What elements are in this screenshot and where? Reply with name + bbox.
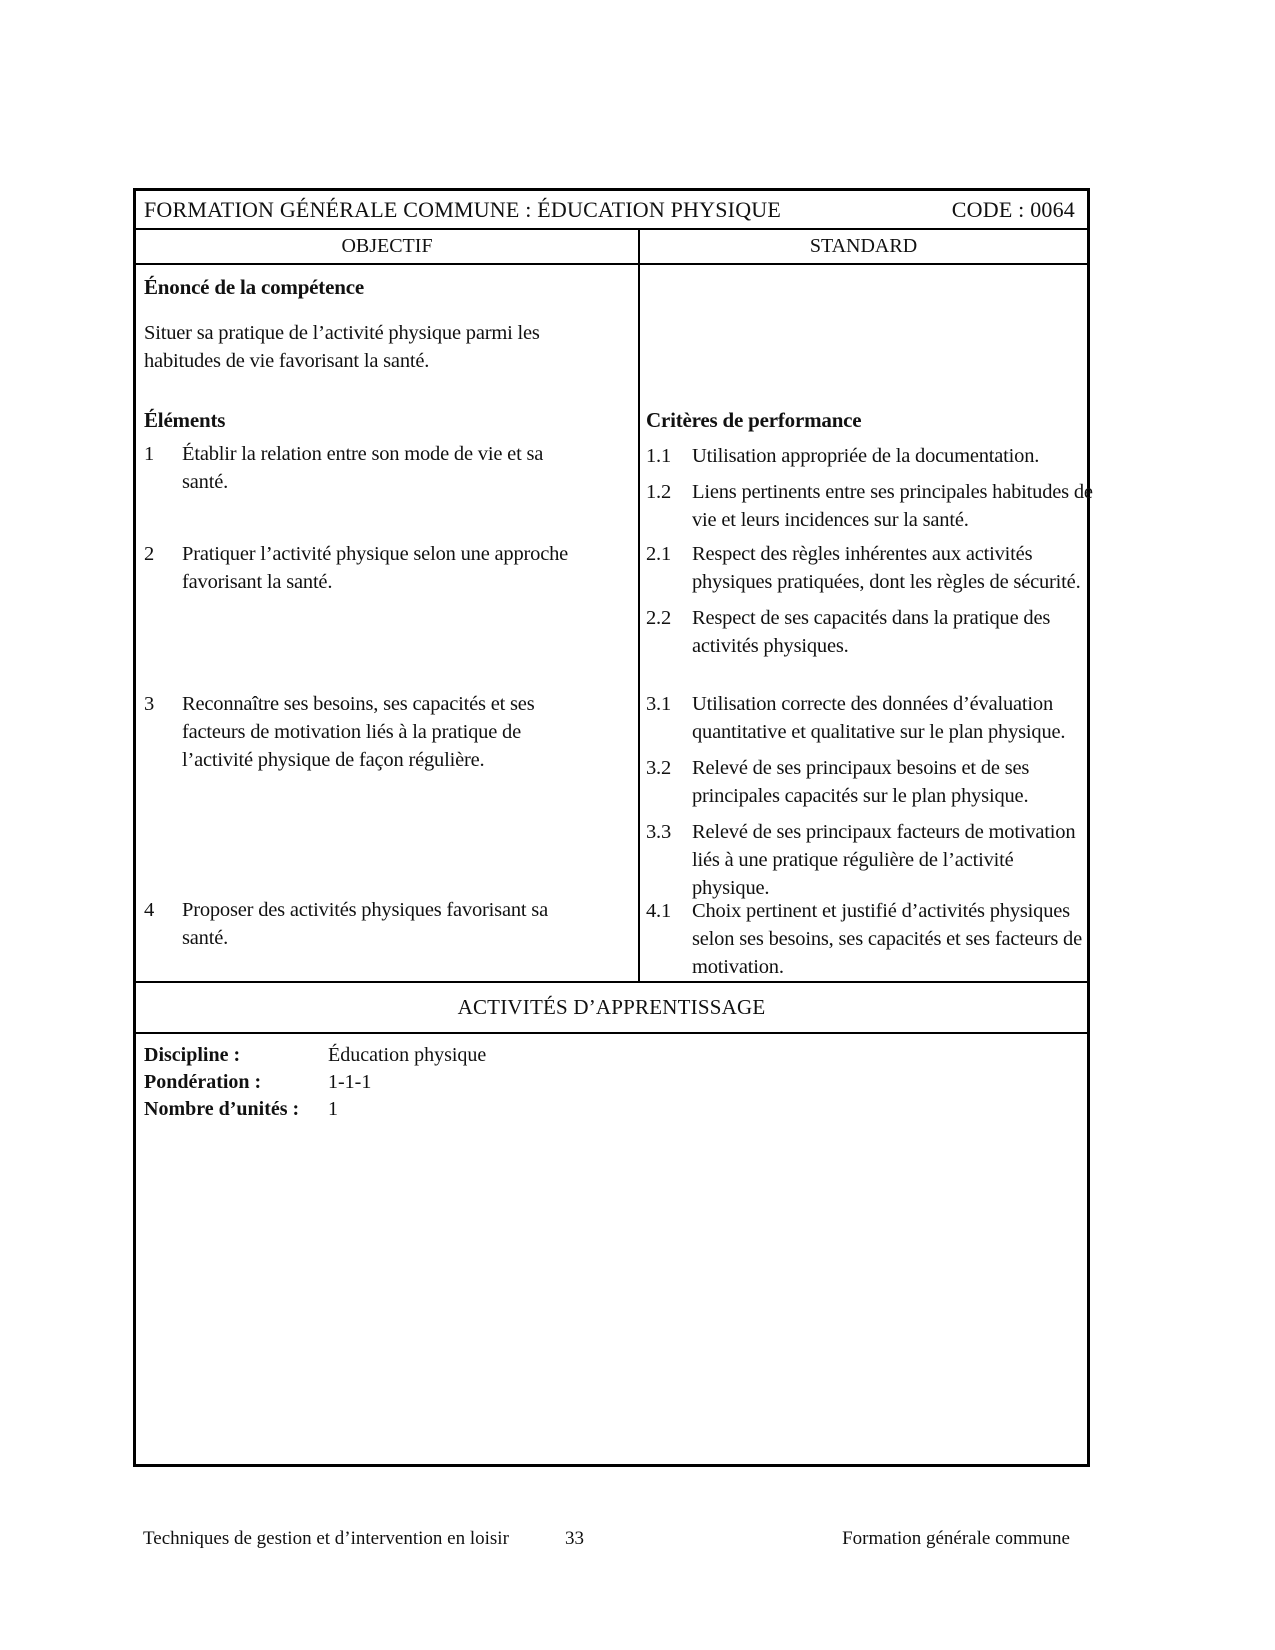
footer-page-number: 33 [565, 1528, 584, 1549]
activites-details-section [136, 1034, 1087, 1466]
criterion-number: 2.2 [646, 607, 672, 629]
enonce-heading: Énoncé de la compétence [144, 275, 364, 299]
objectif-column-header: OBJECTIF [136, 230, 640, 263]
footer-program-name: Techniques de gestion et d’intervention en loisir [143, 1528, 509, 1549]
course-description-table [133, 188, 1093, 1467]
table-title-row [136, 191, 1087, 230]
enonce-text: Situer sa pratique de l’activité physique parmi les habitudes de vie favorisant la santé. [144, 322, 540, 372]
criteria-group-4 [646, 897, 1094, 981]
ponderation-value: 1-1-1 [328, 1071, 372, 1093]
criterion-text: Relevé de ses principaux facteurs de motivation liés à une pratique régulière de l’activité physique. [692, 821, 1076, 899]
criterion-2-2 [646, 604, 1094, 660]
criterion-number: 3.1 [646, 693, 672, 715]
element-text: Proposer des activités physiques favorisant sa santé. [182, 899, 548, 949]
ponderation-label: Pondération : [144, 1071, 262, 1093]
criteria-group-1 [646, 442, 1094, 534]
criterion-text: Relevé de ses principaux besoins et de ses principales capacités sur le plan physique. [692, 757, 1030, 807]
criteria-group-2 [646, 540, 1094, 660]
standard-column-header: STANDARD [809, 235, 918, 257]
element-item-4 [144, 896, 592, 952]
criterion-text: Liens pertinents entre ses principales habitudes de vie et leurs incidences sur la santé. [692, 481, 1093, 531]
criterion-1-1 [646, 442, 1094, 470]
criterion-3-3 [646, 818, 1094, 902]
unites-value: 1 [328, 1098, 338, 1120]
column-header-row [136, 230, 1087, 265]
course-title: FORMATION GÉNÉRALE COMMUNE : ÉDUCATION PHYSIQUE [144, 196, 782, 222]
criterion-number: 1.2 [646, 481, 672, 503]
criterion-number: 2.1 [646, 543, 672, 565]
activites-section-header: ACTIVITÉS D’APPRENTISSAGE [136, 983, 1087, 1034]
criterion-1-2 [646, 478, 1094, 534]
objectif-standard-body [136, 265, 1093, 983]
criterion-text: Respect de ses capacités dans la pratique des activités physiques. [692, 607, 1051, 657]
discipline-field [144, 1042, 1087, 1069]
element-number: 3 [144, 693, 155, 715]
element-text: Pratiquer l’activité physique selon une approche favorisant la santé. [182, 543, 569, 593]
criterion-text: Utilisation correcte des données d’évaluation quantitative et qualitative sur le plan physique. [692, 693, 1066, 743]
element-number: 2 [144, 543, 155, 565]
criterion-text: Choix pertinent et justifié d’activités physiques selon ses besoins, ses capacités et ses facteurs de motivation. [692, 900, 1082, 978]
page-footer [0, 1528, 1275, 1554]
criterion-number: 1.1 [646, 445, 672, 467]
course-code: CODE : 0064 [951, 196, 1075, 222]
criterion-number: 3.3 [646, 821, 672, 843]
criterion-3-1 [646, 690, 1094, 746]
footer-section-name: Formation générale commune [842, 1528, 1070, 1549]
criterion-text: Utilisation appropriée de la documentation. [692, 445, 1040, 467]
element-item-3 [144, 690, 592, 774]
criterion-number: 3.2 [646, 757, 672, 779]
criterion-3-2 [646, 754, 1094, 810]
criterion-2-1 [646, 540, 1094, 596]
element-number: 1 [144, 443, 155, 465]
criterion-number: 4.1 [646, 900, 672, 922]
criterion-text: Respect des règles inhérentes aux activités physiques pratiquées, dont les règles de sécurité. [692, 543, 1081, 593]
element-text: Reconnaître ses besoins, ses capacités et ses facteurs de motivation liés à la pratique de l’activité physique de façon régulière. [182, 693, 535, 771]
unites-field [144, 1096, 1087, 1123]
element-item-2 [144, 540, 592, 596]
element-item-1 [144, 440, 592, 496]
discipline-value: Éducation physique [328, 1044, 487, 1066]
unites-label: Nombre d’unités : [144, 1098, 300, 1120]
element-number: 4 [144, 899, 155, 921]
criterion-4-1 [646, 897, 1094, 981]
criteria-group-3 [646, 690, 1094, 902]
element-text: Établir la relation entre son mode de vie et sa santé. [182, 443, 544, 493]
discipline-label: Discipline : [144, 1044, 241, 1066]
elements-heading: Éléments [144, 408, 226, 432]
ponderation-field [144, 1069, 1087, 1096]
criteres-heading: Critères de performance [646, 408, 862, 432]
column-divider [638, 265, 640, 981]
